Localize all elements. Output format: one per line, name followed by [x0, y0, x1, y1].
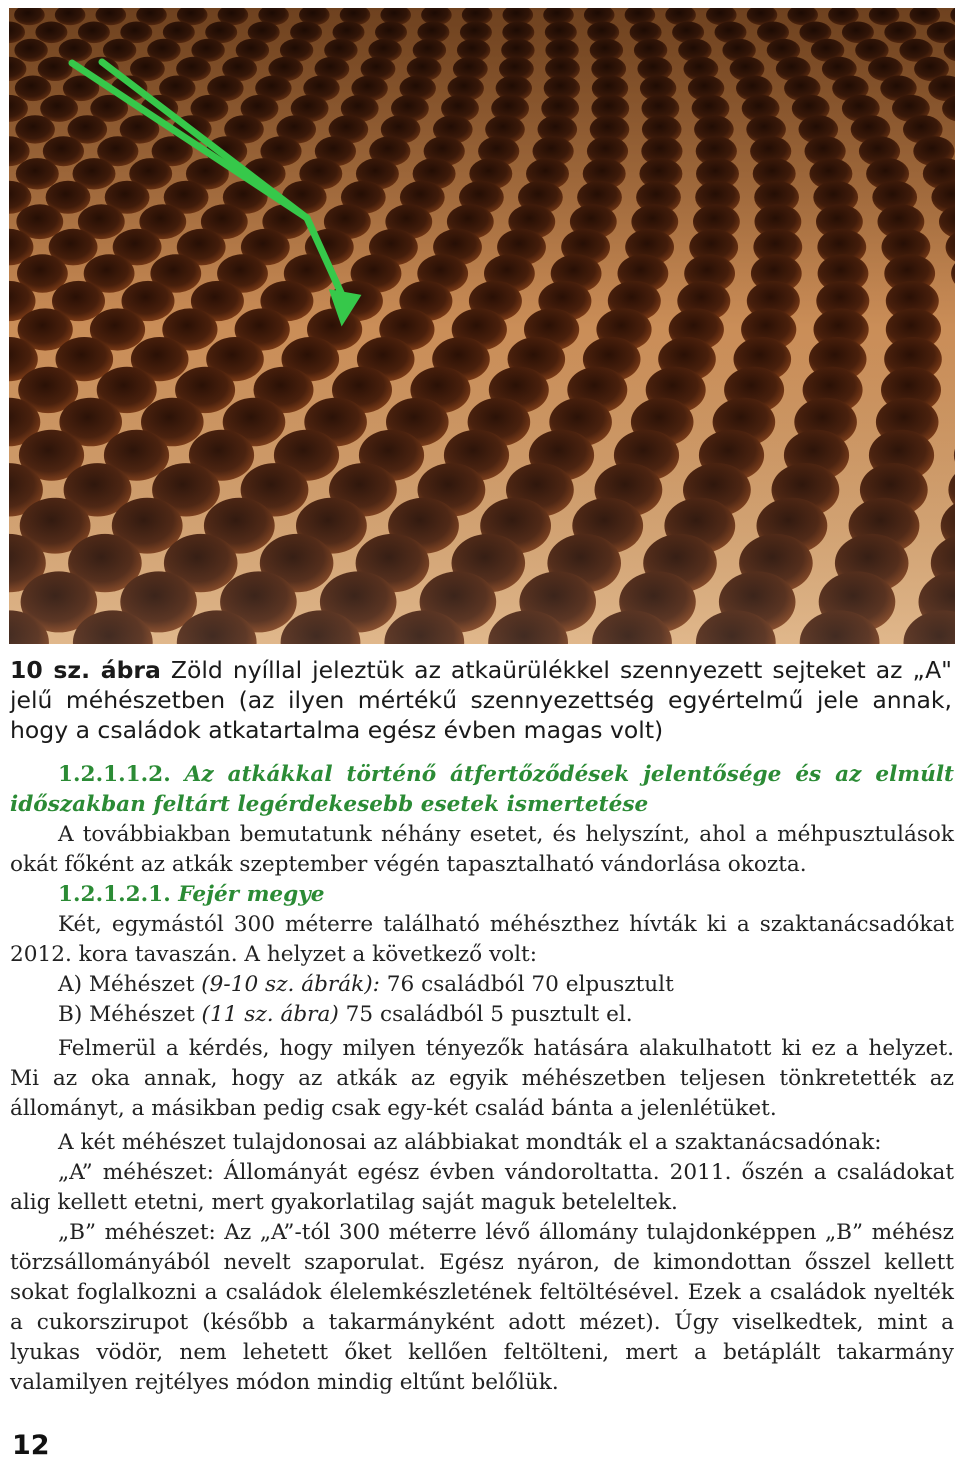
list-item-b [10, 1000, 954, 1030]
section-heading [10, 760, 954, 820]
figure-caption [10, 655, 952, 745]
paragraph-5: „B” méhészet: Az „A”-tól 300 méterre lévő állomány tulajdonképpen „B” méhész törzsállományából nevelt szaporulat. Egész nyáron, de kimondottan ősszel kellett sokat foglalkozni a családok élelemkészletének feltöltésével. Ezek a családok nyelték a cukorszirupot (később a takarmányként adott mézet). Úgy viselkedtek, mint a lyukas vödör, nem lehetett őket kellően feltölteni, mert a betáplált takarmány valamilyen rejtélyes módon mindig eltűnt belőlük. [10, 1220, 954, 1395]
subsection-title: Fejér megye [170, 882, 325, 907]
honeycomb-svg [9, 8, 955, 644]
page-number: 12 [12, 1430, 50, 1461]
list-item-a-ref: (9-10 sz. ábrák): [201, 972, 380, 997]
section-title: Az atkákkal történő átfertőződések jelentősége és az elmúlt időszakban feltárt legérdekesebb esetek ismertetése [10, 762, 954, 817]
list-item-b-ref: (11 sz. ábra) [201, 1002, 339, 1027]
paragraph-2: Felmerül a kérdés, hogy milyen tényezők hatására alakulhatott ki ez a helyzet. Mi az oka annak, hogy az atkák az egyik méhészetben teljesen tönkretették az állományt, a másikban pedig csak egy-két család bánta a jelenlétüket. [10, 1036, 954, 1121]
section-number: 1.2.1.1.2. [58, 762, 171, 787]
paragraph-4: „A” méhészet: Állományát egész évben vándoroltatta. 2011. őszén a családokat alig kellett etetni, mert gyakorlatilag saját maguk beteleltek. [10, 1160, 954, 1215]
subsection-number: 1.2.1.2.1. [58, 882, 171, 907]
paragraph-1: Két, egymástól 300 méterre található méhészthez hívták ki a szaktanácsadókat 2012. kora tavaszán. A helyzet a következő volt: [10, 912, 954, 967]
list-item-a [10, 970, 954, 1000]
list-item-b-text: 75 családból 5 pusztult el. [338, 1002, 633, 1027]
list-item-b-prefix: B) Méhészet [58, 1002, 202, 1027]
list-item-a-prefix: A) Méhészet [58, 972, 202, 997]
caption-lead: 10 sz. ábra [10, 656, 161, 684]
subsection-heading [10, 880, 954, 910]
paragraph-3: A két méhészet tulajdonosai az alábbiakat mondták el a szaktanácsadónak: [58, 1130, 882, 1155]
list-item-a-text: 76 családból 70 elpusztult [379, 972, 674, 997]
honeycomb-photo [9, 8, 955, 644]
caption-text: Zöld nyíllal jeleztük az atkaürülékkel szennyezett sejteket az „A" jelű méhészetben (az ilyen mértékű szennyezettség egyértelmű jele annak, hogy a családok atkatartalma egész évben magas volt) [10, 656, 952, 744]
paragraph-intro: A továbbiakban bemutatunk néhány esetet, és helyszínt, ahol a méhpusztulások okát főként az atkák szeptember végén tapasztalható vándorlása okozta. [10, 822, 954, 877]
section-body [10, 760, 954, 1398]
